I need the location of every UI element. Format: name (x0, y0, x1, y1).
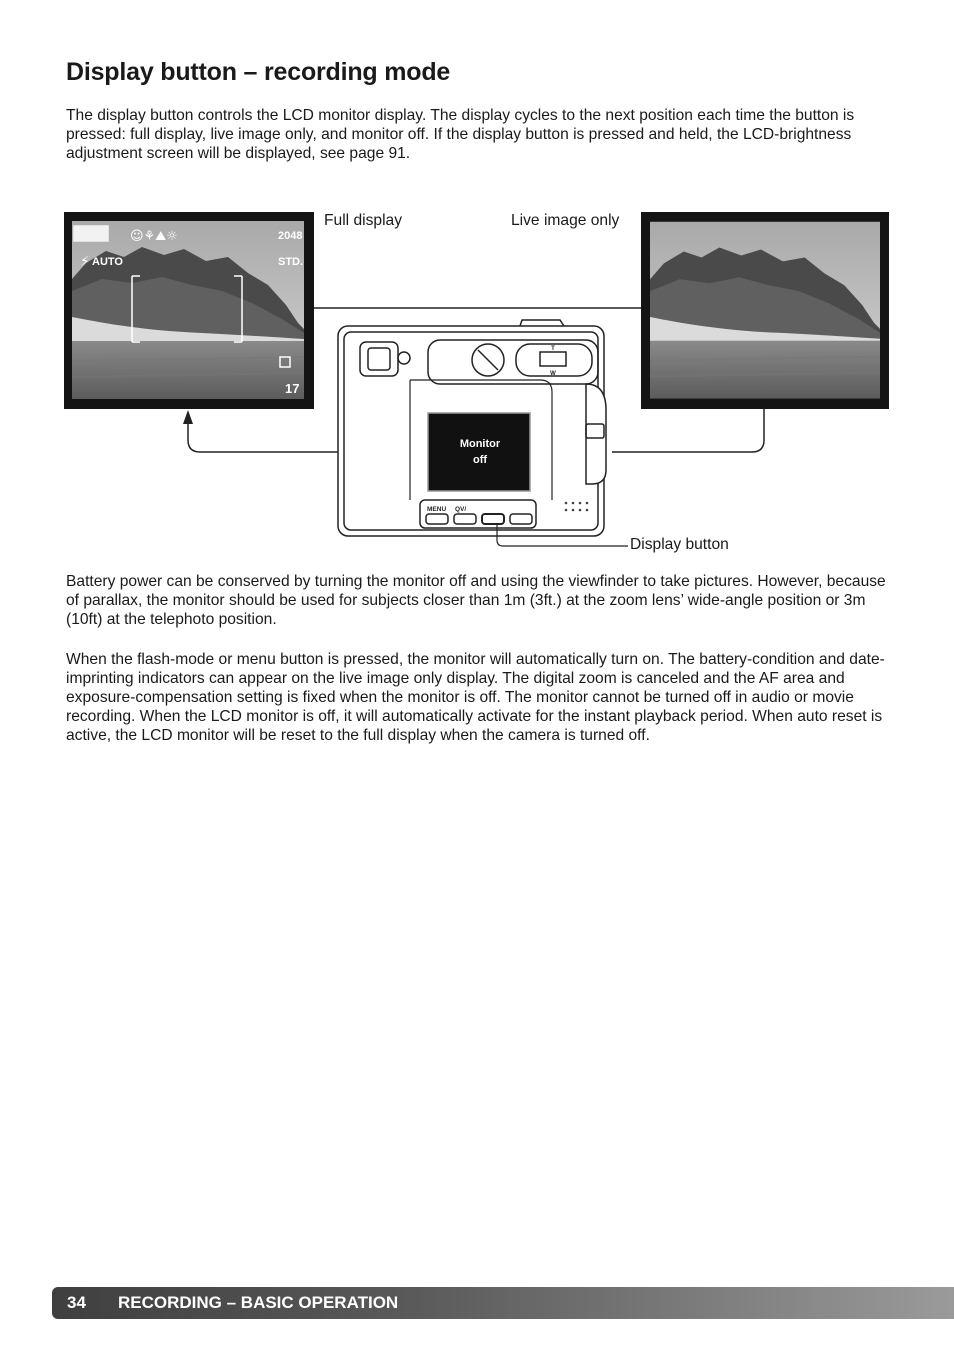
flash-auto-indicator: AUTO (92, 256, 123, 268)
section-title: RECORDING – BASIC OPERATION (118, 1293, 399, 1312)
scene-icons: ☺⚘⛰☼ (130, 229, 178, 244)
label-full-display: Full display (324, 212, 402, 229)
menu-label: MENU (427, 506, 447, 513)
label-display-button: Display button (630, 536, 729, 553)
page-footer (52, 1287, 954, 1319)
page-title: Display button – recording mode (66, 58, 451, 86)
intro-paragraph: The display button controls the LCD monitor display. The display cycles to the next position each time the button is pressed: full display, live image only, and monitor off. If the display button is pressed and held, the LCD-brightness adjustment screen will be displayed, see page 91. (66, 107, 855, 162)
flash-icon: ⚡ (80, 254, 90, 270)
zoom-t-label: T (551, 346, 555, 352)
quality-indicator: STD. (278, 256, 304, 268)
full-display-screen (64, 212, 314, 409)
live-image-screen (641, 212, 889, 409)
label-live-image: Live image only (511, 212, 620, 229)
connector-left-arrow (188, 420, 338, 452)
monitor-off-line1: Monitor (459, 438, 501, 450)
resolution-indicator: 2048 (278, 230, 303, 242)
display-cycle-diagram (0, 0, 954, 570)
monitor-paragraph: When the flash-mode or menu button is pressed, the monitor will automatically turn on. The battery-condition and date-imprinting indicators can appear on the live image only display. The digital zoom is canceled and the AF area and exposure-compensation setting is fixed when the monitor is off. The monitor cannot be turned off in audio or movie recording. When the LCD monitor is off, it will automatically activate for the instant playback period. When auto reset is active, the LCD monitor will be reset to the full display when the camera is turned off. (66, 651, 885, 744)
monitor-off-line2: off (472, 454, 488, 466)
battery-paragraph: Battery power can be conserved by turning the monitor off and using the viewfinder to take pictures. However, because of parallax, the monitor should be used for subjects closer than 1m (3ft.) at the zoom lens’ wide-angle position or 3m (10ft) at the telephoto position. (66, 573, 886, 628)
camera-back (338, 320, 606, 536)
page-number: 34 (67, 1293, 86, 1312)
qv-label: QV/ (455, 506, 467, 513)
arrow-head (183, 410, 193, 424)
connector-right (612, 408, 764, 452)
monitor-screen (428, 413, 530, 491)
frame-counter: 17 (285, 381, 300, 396)
zoom-w-label: W (550, 371, 556, 377)
